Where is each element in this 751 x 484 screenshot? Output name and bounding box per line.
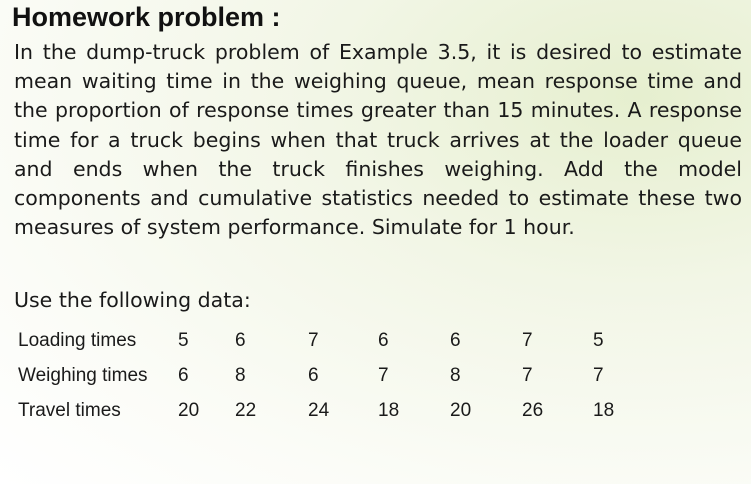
data-intro: Use the following data: (14, 288, 251, 312)
table-cell: 5 (593, 330, 604, 351)
row-label: Travel times (18, 400, 121, 421)
table-cell: 7 (522, 365, 533, 386)
table-cell: 7 (522, 330, 533, 351)
table-cell: 20 (178, 400, 200, 421)
table-row-weighing (18, 361, 638, 396)
table-cell: 22 (235, 400, 257, 421)
table-cell: 26 (522, 400, 544, 421)
table-cell: 6 (178, 365, 189, 386)
table-row-travel (18, 396, 638, 431)
table-cell: 24 (308, 400, 330, 421)
table-cell: 20 (450, 400, 472, 421)
table-cell: 5 (178, 330, 189, 351)
table-cell: 6 (378, 330, 389, 351)
table-cell: 6 (235, 330, 246, 351)
table-cell: 18 (593, 400, 615, 421)
row-label: Loading times (18, 330, 137, 351)
table-cell: 8 (450, 365, 461, 386)
table-cell: 7 (308, 330, 319, 351)
table-cell: 7 (593, 365, 604, 386)
row-label: Weighing times (18, 365, 148, 386)
table-row-loading (18, 326, 638, 361)
page-title: Homework problem : (12, 2, 281, 32)
table-cell: 6 (450, 330, 461, 351)
table-cell: 6 (308, 365, 319, 386)
table-cell: 18 (378, 400, 400, 421)
problem-statement: In the dump-truck problem of Example 3.5, it is desired to estimate mean waiting time in the weighing queue, mean response time and the proportion of response times greater than 15 minutes. A response time for a truck begins when that truck arrives at the loader queue and ends when the truck finishes weighing. Add the model components and cumulative statistics needed to estimate these two measures of system performance. Simulate for 1 hour. (14, 40, 742, 240)
table-cell: 8 (235, 365, 246, 386)
table-cell: 7 (378, 365, 389, 386)
data-table (18, 326, 638, 431)
